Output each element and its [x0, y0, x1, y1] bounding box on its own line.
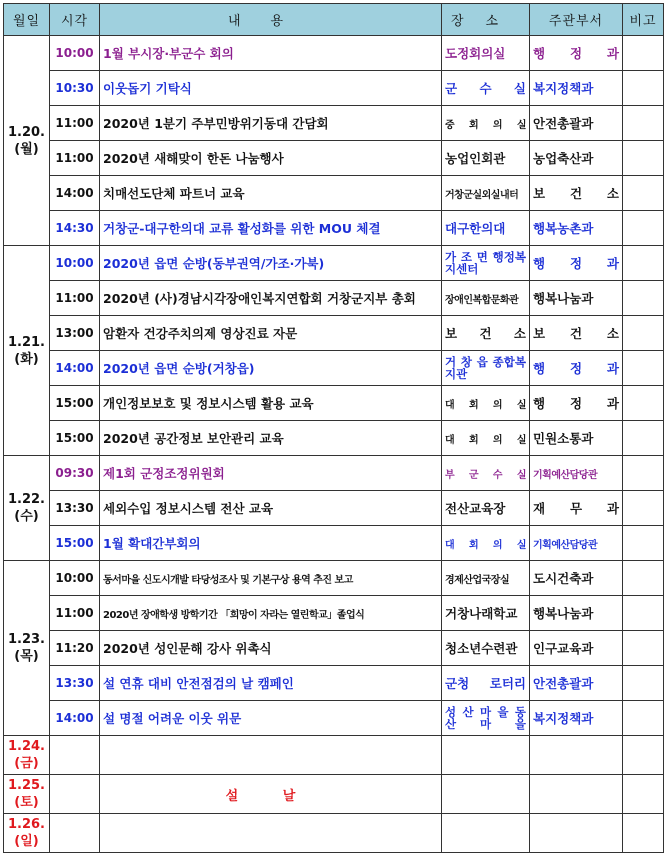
event-place: 군 수 실 [442, 71, 530, 106]
date-day: 1.23. [7, 632, 45, 647]
event-note [623, 701, 664, 736]
event-place: 보 건 소 [442, 316, 530, 351]
event-place: 농업인회관 [442, 141, 530, 176]
holiday-date: 1.24. [7, 739, 45, 754]
event-row [4, 281, 664, 316]
event-content: 설 명절 어려운 이웃 위문 [100, 701, 442, 736]
event-note [623, 281, 664, 316]
event-row [4, 386, 664, 421]
event-place: 대 회 의 실 [442, 526, 530, 561]
event-note [623, 666, 664, 701]
event-content: 거창군-대구한의대 교류 활성화를 위한 MOU 체결 [100, 211, 442, 246]
holiday-row [4, 775, 664, 814]
event-content: 1월 확대간부회의 [100, 526, 442, 561]
event-dept: 행 정 과 [530, 246, 623, 281]
holiday-weekday: (토) [14, 795, 39, 810]
schedule-body [4, 36, 664, 853]
event-note [623, 36, 664, 71]
holiday-time [50, 775, 100, 814]
event-place: 대 회 의 실 [442, 386, 530, 421]
event-place: 중 회 의 실 [442, 106, 530, 141]
event-row [4, 701, 664, 736]
holiday-content [100, 814, 442, 853]
event-time: 14:30 [50, 211, 100, 246]
event-note [623, 316, 664, 351]
event-note [623, 141, 664, 176]
holiday-date-cell [4, 736, 50, 775]
event-row [4, 246, 664, 281]
event-time: 10:30 [50, 71, 100, 106]
event-place: 거창군실외실내터 [442, 176, 530, 211]
event-note [623, 246, 664, 281]
event-place: 부 군 수 실 [442, 456, 530, 491]
holiday-content [100, 736, 442, 775]
event-time: 10:00 [50, 246, 100, 281]
event-row [4, 596, 664, 631]
holiday-weekday: (금) [14, 756, 39, 771]
event-time: 15:00 [50, 421, 100, 456]
event-content: 2020년 공간정보 보안관리 교육 [100, 421, 442, 456]
event-time: 11:00 [50, 281, 100, 316]
event-note [623, 561, 664, 596]
header-date: 월일 [4, 4, 50, 36]
holiday-date: 1.25. [7, 778, 45, 793]
event-dept: 복지정책과 [530, 701, 623, 736]
event-note [623, 596, 664, 631]
event-content: 동서마을 신도시개발 타당성조사 및 기본구상 용역 추진 보고 [100, 561, 442, 596]
event-content: 2020년 장애학생 방학기간 「희망이 자라는 열린학교」졸업식 [100, 596, 442, 631]
event-row [4, 491, 664, 526]
event-note [623, 176, 664, 211]
holiday-weekday: (일) [14, 834, 39, 849]
holiday-place [442, 814, 530, 853]
event-dept: 도시건축과 [530, 561, 623, 596]
event-dept: 안전총괄과 [530, 106, 623, 141]
event-place: 도정회의실 [442, 36, 530, 71]
event-content: 치매선도단체 파트너 교육 [100, 176, 442, 211]
event-time: 13:30 [50, 491, 100, 526]
event-content: 2020년 새해맞이 한돈 나눔행사 [100, 141, 442, 176]
event-dept: 행복나눔과 [530, 281, 623, 316]
event-row [4, 666, 664, 701]
event-content: 2020년 (사)경남시각장애인복지연합회 거창군지부 총회 [100, 281, 442, 316]
event-dept: 행 정 과 [530, 386, 623, 421]
event-content: 2020년 성인문해 강사 위촉식 [100, 631, 442, 666]
date-cell [4, 456, 50, 561]
event-row [4, 421, 664, 456]
event-dept: 행복나눔과 [530, 596, 623, 631]
event-content: 개인정보보호 및 정보시스템 활용 교육 [100, 386, 442, 421]
date-weekday: (월) [14, 141, 39, 157]
date-weekday: (수) [14, 509, 39, 524]
event-place: 청소년수련관 [442, 631, 530, 666]
event-content: 암환자 건강주치의제 영상진료 자문 [100, 316, 442, 351]
holiday-date: 1.26. [7, 817, 45, 832]
event-place: 군청 로터리 [442, 666, 530, 701]
event-content: 제1회 군정조정위원회 [100, 456, 442, 491]
event-dept: 안전총괄과 [530, 666, 623, 701]
event-dept: 행 정 과 [530, 351, 623, 386]
header-note: 비고 [623, 4, 664, 36]
event-row [4, 316, 664, 351]
event-content: 세외수입 정보시스템 전산 교육 [100, 491, 442, 526]
event-time: 15:00 [50, 526, 100, 561]
event-row [4, 456, 664, 491]
holiday-place [442, 775, 530, 814]
event-content: 2020년 1분기 주부민방위기동대 간담회 [100, 106, 442, 141]
event-row [4, 106, 664, 141]
date-day: 1.21. [7, 334, 45, 350]
holiday-row [4, 814, 664, 853]
event-row [4, 141, 664, 176]
event-dept: 기획예산담당관 [530, 456, 623, 491]
event-dept: 재 무 과 [530, 491, 623, 526]
holiday-row [4, 736, 664, 775]
event-dept: 복지정책과 [530, 71, 623, 106]
date-weekday: (화) [14, 351, 39, 367]
event-time: 13:00 [50, 316, 100, 351]
event-dept: 보 건 소 [530, 316, 623, 351]
event-row [4, 631, 664, 666]
event-time: 11:00 [50, 596, 100, 631]
event-time: 15:00 [50, 386, 100, 421]
event-note [623, 211, 664, 246]
header-row [4, 4, 664, 36]
event-time: 13:30 [50, 666, 100, 701]
event-note [623, 421, 664, 456]
event-place: 대 회 의 실 [442, 421, 530, 456]
holiday-dept [530, 775, 623, 814]
holiday-place [442, 736, 530, 775]
event-row [4, 36, 664, 71]
header-place: 장소 [442, 4, 530, 36]
event-note [623, 631, 664, 666]
event-dept: 인구교육과 [530, 631, 623, 666]
event-time: 11:20 [50, 631, 100, 666]
event-note [623, 351, 664, 386]
holiday-date-cell [4, 775, 50, 814]
event-place: 가 조 면 행정복지센터 [442, 246, 530, 281]
header-content: 내용 [100, 4, 442, 36]
event-dept: 행복농촌과 [530, 211, 623, 246]
event-note [623, 106, 664, 141]
event-place: 대구한의대 [442, 211, 530, 246]
event-dept: 민원소통과 [530, 421, 623, 456]
event-place: 장애인복합문화관 [442, 281, 530, 316]
holiday-time [50, 814, 100, 853]
event-time: 10:00 [50, 561, 100, 596]
event-row [4, 526, 664, 561]
schedule-table [3, 3, 664, 853]
holiday-note [623, 736, 664, 775]
event-row [4, 211, 664, 246]
holiday-dept [530, 814, 623, 853]
event-place: 경제산업국장실 [442, 561, 530, 596]
event-note [623, 491, 664, 526]
holiday-time [50, 736, 100, 775]
event-note [623, 386, 664, 421]
event-time: 14:00 [50, 176, 100, 211]
holiday-date-cell [4, 814, 50, 853]
date-cell [4, 246, 50, 456]
event-time: 11:00 [50, 106, 100, 141]
event-place: 전산교육장 [442, 491, 530, 526]
event-content: 설 연휴 대비 안전점검의 날 캠페인 [100, 666, 442, 701]
holiday-note [623, 775, 664, 814]
event-time: 14:00 [50, 351, 100, 386]
event-time: 11:00 [50, 141, 100, 176]
event-time: 14:00 [50, 701, 100, 736]
header-time: 시각 [50, 4, 100, 36]
event-row [4, 71, 664, 106]
event-dept: 기획예산담당관 [530, 526, 623, 561]
date-cell [4, 561, 50, 736]
event-place: 거 창 읍 종합복지관 [442, 351, 530, 386]
event-dept: 행 정 과 [530, 36, 623, 71]
holiday-note [623, 814, 664, 853]
event-note [623, 456, 664, 491]
event-dept: 농업축산과 [530, 141, 623, 176]
date-day: 1.22. [7, 492, 45, 507]
event-place: 성 산 마 을 동 산 마 을 [442, 701, 530, 736]
event-row [4, 351, 664, 386]
event-time: 10:00 [50, 36, 100, 71]
event-dept: 보 건 소 [530, 176, 623, 211]
event-content: 이웃돕기 기탁식 [100, 71, 442, 106]
event-place: 거창나래학교 [442, 596, 530, 631]
event-row [4, 176, 664, 211]
event-row [4, 561, 664, 596]
holiday-dept [530, 736, 623, 775]
event-time: 09:30 [50, 456, 100, 491]
header-dept: 주관부서 [530, 4, 623, 36]
holiday-content: 설 날 [100, 775, 442, 814]
event-content: 1월 부시장·부군수 회의 [100, 36, 442, 71]
date-day: 1.20. [7, 124, 45, 140]
event-note [623, 71, 664, 106]
date-weekday: (목) [14, 649, 39, 664]
date-cell [4, 36, 50, 246]
event-content: 2020년 읍면 순방(거창읍) [100, 351, 442, 386]
event-note [623, 526, 664, 561]
event-content: 2020년 읍면 순방(동부권역/가조·가북) [100, 246, 442, 281]
